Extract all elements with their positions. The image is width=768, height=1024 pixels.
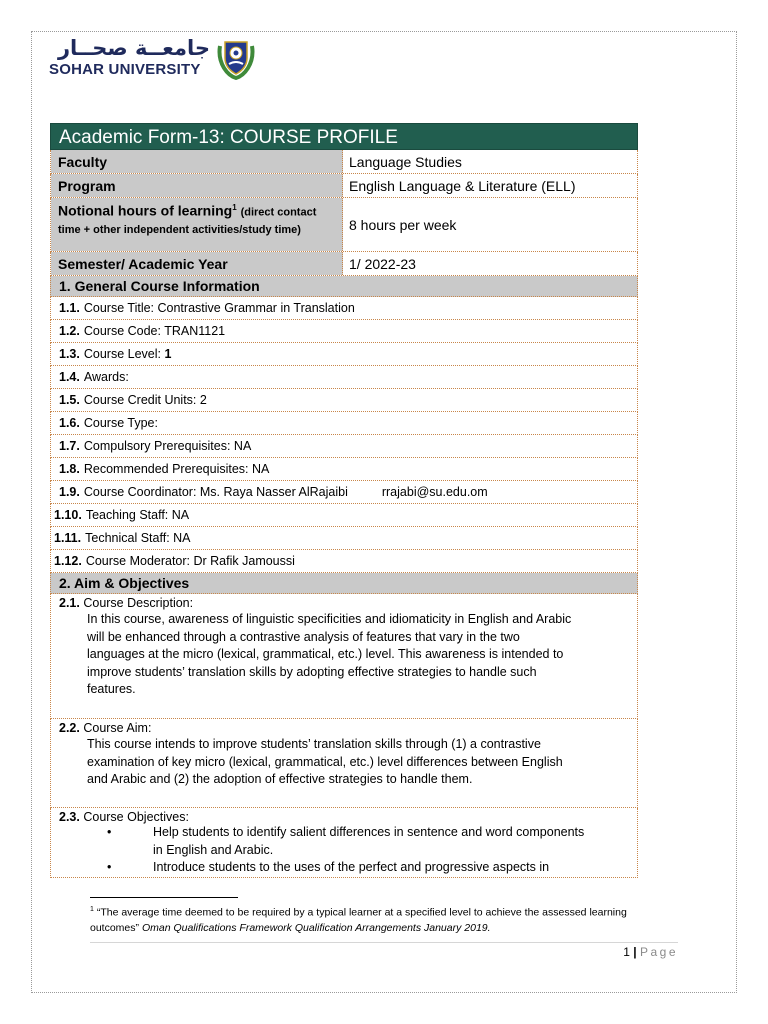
info-label: Faculty: [51, 150, 343, 173]
course-profile-form: [50, 123, 638, 878]
page-number: [623, 945, 678, 959]
list-item-line: Help students to identify salient differences in sentence and word components: [153, 825, 585, 839]
page-footer-rule: [90, 942, 678, 943]
item-number: 2.1.: [59, 596, 80, 610]
teaching-staff-item: [50, 504, 638, 527]
info-row-notional-hours: [50, 198, 638, 252]
item-number: 1.2.: [59, 324, 80, 338]
bullet-icon: •: [107, 860, 112, 875]
item-number: 1.7.: [59, 439, 80, 453]
footnote-text: “The average time deemed to be required by a typical learner at a specified level to achieve the assessed learning outcomes”: [90, 906, 627, 934]
course-level-value: 1: [164, 347, 172, 361]
info-value: 1/ 2022-23: [349, 255, 416, 272]
credit-units-item: [50, 389, 638, 412]
list-item: [59, 859, 629, 877]
course-title-item: [50, 297, 638, 320]
page-word: Page: [639, 945, 678, 959]
course-type-item: [50, 412, 638, 435]
paragraph-line: This course intends to improve students’ translation skills through (1) a contrastive: [87, 737, 541, 751]
info-label-notional-hours: [51, 198, 343, 251]
item-number: 1.12.: [54, 554, 82, 568]
item-number: 2.3.: [59, 810, 80, 824]
info-value: 8 hours per week: [349, 216, 457, 233]
footnote: [90, 902, 675, 936]
course-description-text: [59, 611, 629, 699]
paragraph-line: and Arabic and (2) the adoption of effective strategies to handle them.: [87, 772, 473, 787]
compulsory-prereq-item: [50, 435, 638, 458]
paragraph-line: languages at the micro (lexical, grammatical, etc.) level. This awareness is intended to: [87, 647, 564, 662]
page-number-separator: |: [633, 945, 637, 959]
item-number: 1.10.: [54, 508, 82, 522]
recommended-prereq-item: [50, 458, 638, 481]
item-text: Course Code: TRAN1121: [83, 324, 226, 338]
university-logo: [48, 36, 268, 84]
item-text: Course Coordinator: Ms. Raya Nasser AlRajaibi: [83, 485, 348, 499]
info-value: Language Studies: [349, 153, 462, 170]
list-item-line: Introduce students to the uses of the perfect and progressive aspects in: [153, 860, 550, 875]
item-text: Course Credit Units: 2: [83, 393, 207, 407]
course-code-item: [50, 320, 638, 343]
item-text: Course Type:: [83, 416, 158, 430]
awards-item: [50, 366, 638, 389]
info-row-faculty: [50, 150, 638, 174]
item-text: Awards:: [83, 370, 129, 384]
info-label: Notional hours of learning: [58, 202, 233, 219]
item-text: Course Title: Contrastive Grammar in Translation: [83, 301, 355, 315]
paragraph-line: features.: [87, 682, 136, 697]
item-number: 1.4.: [59, 370, 80, 384]
course-aim-text: [59, 736, 629, 789]
paragraph-line: will be enhanced through a contrastive analysis of features that vary in the two: [87, 629, 520, 644]
footnote-marker: 1: [90, 906, 94, 913]
paragraph-line: In this course, awareness of linguistic specificities and idiomaticity in English and Arabic: [87, 612, 572, 626]
item-text: Recommended Prerequisites: NA: [83, 462, 270, 476]
coordinator-email-link[interactable]: rrajabi@su.edu.om: [381, 485, 488, 499]
list-item: [59, 824, 629, 859]
section-heading-aim-objectives: 2. Aim & Objectives: [50, 573, 638, 594]
item-text: Course Level:: [83, 347, 165, 361]
course-aim-block: [50, 719, 638, 808]
block-heading: Course Aim:: [83, 721, 152, 735]
objectives-list: [59, 824, 629, 877]
university-crest-icon: [216, 36, 256, 80]
item-number: 1.3.: [59, 347, 80, 361]
course-level-item: [50, 343, 638, 366]
section-heading-general-info: 1. General Course Information: [50, 276, 638, 297]
block-heading: Course Objectives:: [83, 810, 189, 824]
item-number: 1.6.: [59, 416, 80, 430]
course-objectives-block: [50, 808, 638, 878]
info-label: Semester/ Academic Year: [51, 252, 343, 275]
item-number: 1.11.: [54, 531, 82, 545]
footnote-ref[interactable]: 1: [232, 203, 237, 212]
block-heading: Course Description:: [83, 596, 194, 610]
course-moderator-item: [50, 550, 638, 573]
item-text: Teaching Staff: NA: [85, 508, 190, 522]
paragraph-line: improve students’ translation skills by adopting effective strategies to handle such: [87, 664, 537, 679]
item-number: 2.2.: [59, 721, 80, 735]
item-number: 1.9.: [59, 485, 80, 499]
paragraph-line: examination of key micro (lexical, grammatical, etc.) level differences between English: [87, 754, 563, 769]
info-value: English Language & Literature (ELL): [349, 177, 576, 194]
technical-staff-item: [50, 527, 638, 550]
list-item-line: in English and Arabic.: [153, 842, 274, 857]
info-label-note: (direct contact time + other independent activities/study time): [58, 206, 317, 236]
item-number: 1.5.: [59, 393, 80, 407]
info-label: Program: [51, 174, 343, 197]
page-number-value: 1: [623, 945, 630, 959]
footnote-source: Oman Qualifications Framework Qualification Arrangements January 2019.: [141, 921, 491, 934]
bullet-icon: •: [107, 825, 112, 839]
footnote-separator: [90, 897, 238, 898]
coordinator-item: [50, 481, 638, 504]
course-description-block: [50, 594, 638, 719]
item-number: 1.1.: [59, 301, 80, 315]
item-text: Technical Staff: NA: [85, 531, 191, 545]
info-row-semester: [50, 252, 638, 276]
item-number: 1.8.: [59, 462, 80, 476]
info-row-program: [50, 174, 638, 198]
form-title: Academic Form-13: COURSE PROFILE: [50, 123, 638, 150]
item-text: Compulsory Prerequisites: NA: [83, 439, 252, 453]
logo-latin-text: SOHAR UNIVERSITY: [49, 61, 201, 78]
item-text: Course Moderator: Dr Rafik Jamoussi: [85, 554, 295, 568]
logo-arabic-text: جامعــة صحــار: [57, 36, 211, 60]
